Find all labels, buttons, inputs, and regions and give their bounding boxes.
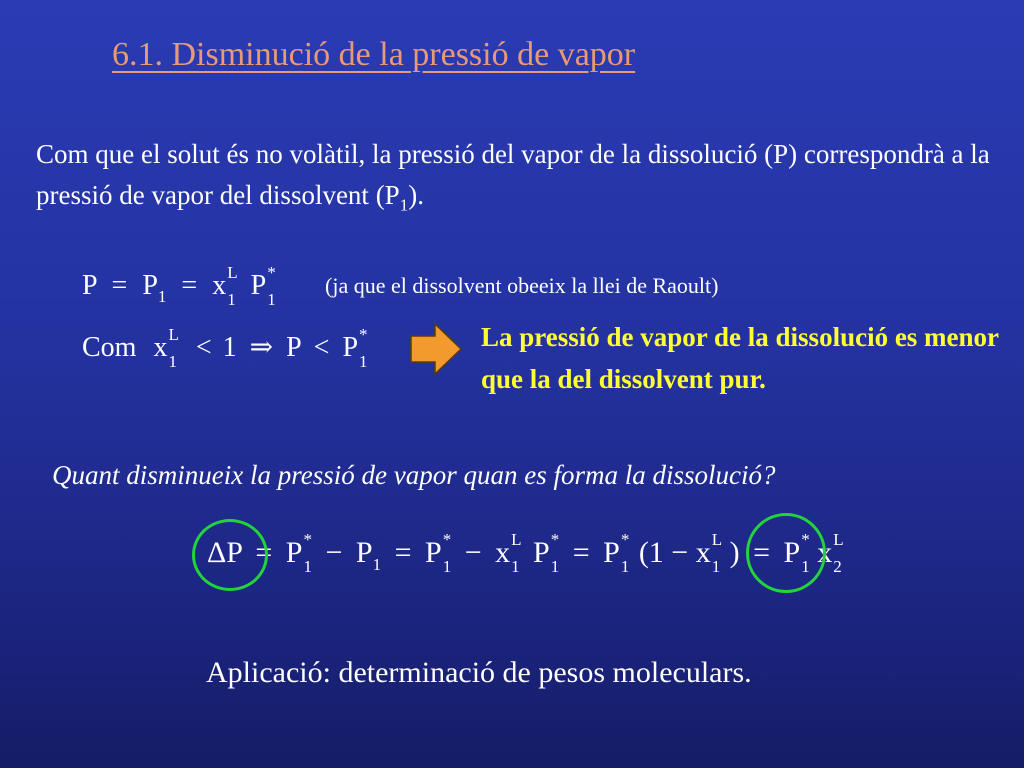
eq-symbol: P [355, 536, 373, 569]
slide-title: 6.1. Disminució de la pressió de vapor [112, 36, 636, 73]
eq-superscript: L [833, 530, 844, 550]
eq-index-stack [511, 530, 522, 577]
eq-subscript: 1 [227, 289, 236, 309]
eq-symbol: x [212, 270, 227, 301]
conclusion-text: La pressió de vapor de la dissolució es menor que la del dissolvent pur. [481, 322, 999, 394]
eq-symbol: (1 − [638, 536, 689, 569]
eq-index-stack [168, 324, 179, 371]
eq-symbol: P [250, 270, 267, 301]
eq-superscript: * [620, 530, 630, 550]
eq-subscript: 2 [833, 557, 842, 577]
eq-symbol: P [425, 536, 442, 569]
eq-subscript: 1 [550, 557, 560, 577]
eq-superscript: L [511, 530, 522, 550]
eq-superscript: * [303, 530, 312, 550]
eq-symbol: < [313, 332, 330, 363]
eq-superscript: L [227, 262, 238, 282]
eq-symbol: P [783, 536, 801, 569]
eq-subscript: 1 [801, 557, 810, 577]
eq-symbol: P [603, 536, 620, 569]
eq-index-stack [303, 530, 312, 577]
eq-symbol: = [394, 536, 412, 569]
eq-index-stack [359, 324, 368, 371]
eq-subscript: 1 [620, 557, 630, 577]
eq-index-stack [267, 262, 276, 309]
eq-symbol: − [325, 536, 343, 569]
eq-symbol: P [82, 270, 97, 301]
intro-paragraph [36, 134, 1011, 225]
eq-index-stack [550, 530, 560, 577]
eq-symbol: = [572, 536, 590, 569]
eq-subscript: 1 [511, 557, 520, 577]
highlight-circle-result [746, 513, 826, 593]
eq-index-stack [833, 530, 844, 577]
eq-index-stack [620, 530, 630, 577]
eq-symbol: − [464, 536, 482, 569]
eq-symbol: x [495, 536, 511, 569]
eq-superscript: * [442, 530, 452, 550]
eq-superscript: L [711, 530, 723, 550]
eq-index-stack [442, 530, 452, 577]
eq-subscript: 1 [157, 287, 167, 306]
eq-subscript: 1 [267, 289, 276, 309]
eq-symbol: = [753, 536, 771, 569]
eq-index-stack [227, 262, 238, 309]
eq-superscript: * [267, 262, 276, 282]
eq-symbol: x [695, 536, 711, 569]
eq-superscript: * [359, 324, 368, 344]
eq-symbol: < [195, 332, 212, 363]
highlight-circle-delta-p [192, 519, 268, 591]
eq-symbol: ⇒ [249, 332, 274, 363]
eq-index-stack [711, 530, 723, 577]
eq-symbol: ) [729, 536, 740, 569]
intro-text-end: ). [408, 180, 424, 210]
inequality-equation [82, 324, 368, 371]
intro-subscript: 1 [399, 195, 409, 215]
eq-symbol: x [153, 332, 168, 363]
eq-subscript: 1 [711, 557, 721, 577]
eq-symbol: P [286, 332, 301, 363]
question-text: Quant disminueix la pressió de vapor quan es forma la dissolució? [52, 460, 776, 490]
eq-subscript: 1 [168, 351, 177, 371]
eq-superscript: * [801, 530, 810, 550]
intro-text: Com que el solut és no volàtil, la pressió del vapor de la dissolució (P) correspondrà a la pressió de vapor del dissolvent (P [36, 139, 990, 210]
eq-symbol: ΔP [207, 536, 242, 569]
eq-subscript: 1 [303, 557, 312, 577]
eq-symbol: P [285, 536, 303, 569]
raoult-equation [82, 262, 276, 309]
right-arrow-icon [408, 321, 464, 377]
eq-symbol: = [181, 270, 198, 301]
eq-word: Com [82, 332, 137, 363]
eq-symbol: = [255, 536, 273, 569]
eq-subscript: 1 [372, 555, 382, 574]
eq-symbol: 1 [222, 332, 237, 363]
eq-subscript: 1 [359, 351, 368, 371]
eq-subscript: 1 [442, 557, 452, 577]
eq-symbol: = [111, 270, 128, 301]
raoult-note: (ja que el dissolvent obeeix la llei de Raoult) [325, 273, 719, 298]
eq-symbol: x [817, 536, 833, 569]
eq-symbol: P [142, 270, 158, 301]
application-text: Aplicació: determinació de pesos moleculars. [206, 656, 752, 689]
eq-symbol: P [533, 536, 550, 569]
eq-superscript: L [168, 324, 179, 344]
eq-superscript: * [550, 530, 560, 550]
eq-symbol: P [342, 332, 359, 363]
